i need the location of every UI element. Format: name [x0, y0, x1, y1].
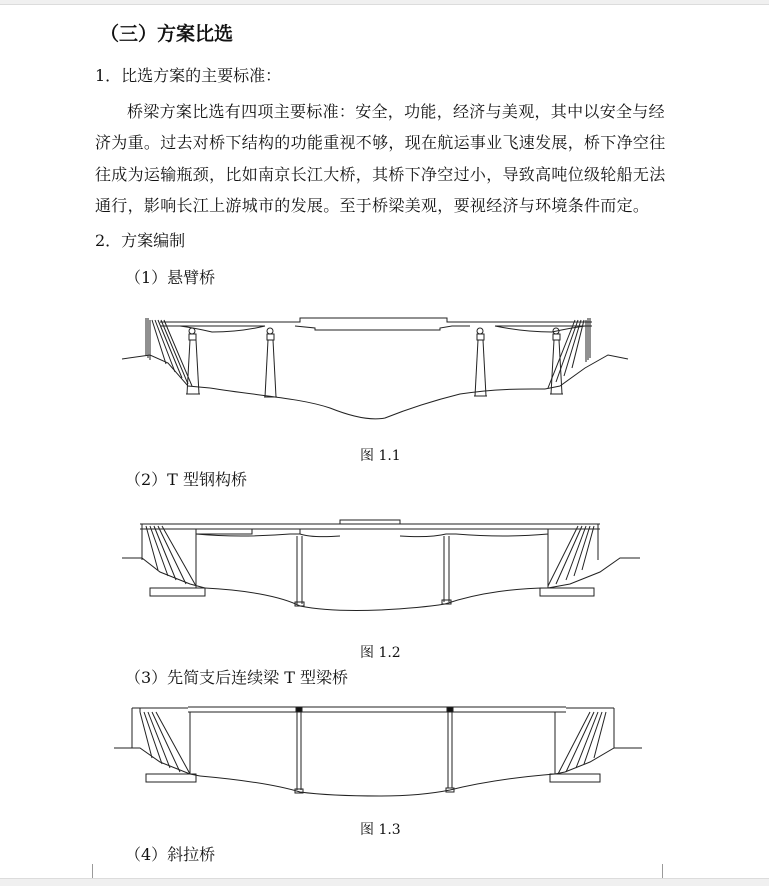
terrain-right-bank — [548, 558, 640, 588]
pier-left-abutment — [186, 328, 200, 394]
cable-fan-left — [142, 524, 196, 586]
cable-fan-left — [146, 318, 192, 386]
cable-fan-left — [132, 708, 190, 774]
pier-right-main — [474, 328, 487, 396]
crop-mark-right — [662, 864, 685, 879]
bridge-deck — [140, 520, 600, 534]
criteria-heading: 1．比选方案的主要标准： — [95, 66, 282, 85]
terrain-right-bank — [555, 748, 642, 774]
figure-1-2-caption: 图 1.2 — [360, 645, 401, 661]
pier-left — [295, 712, 303, 793]
figure-1-1-caption: 图 1.1 — [360, 448, 401, 464]
figure-1-1-cantilever-bridge — [0, 300, 769, 430]
figure-1-3-caption: 图 1.3 — [360, 822, 401, 838]
figure-1-3-continuous-t-beam-bridge — [0, 700, 769, 805]
pier-t-left — [295, 536, 304, 606]
option-4-label: （4）斜拉桥 — [125, 845, 216, 864]
scheme-heading: 2．方案编制 — [95, 231, 186, 250]
abutment-right — [550, 712, 600, 782]
criteria-paragraph — [95, 96, 675, 222]
box-girder-right — [400, 529, 548, 537]
section-title: （三）方案比选 — [100, 23, 234, 45]
pier-right-abutment — [550, 328, 563, 394]
riverbed-profile — [210, 388, 545, 419]
pier-right — [446, 712, 454, 792]
crop-mark-left — [70, 864, 93, 879]
cable-fan-right — [548, 524, 598, 586]
option-3-label: （3）先简支后连续梁 T 型梁桥 — [125, 668, 349, 687]
bridge-deck — [132, 707, 614, 712]
pier-left-main — [264, 328, 277, 397]
abutment-right — [540, 534, 594, 596]
terrain-left-bank — [114, 748, 200, 776]
option-2-label: （2）T 型钢构桥 — [125, 470, 247, 489]
page-top-edge — [0, 0, 769, 5]
riverbed-profile — [200, 774, 555, 796]
bridge-deck — [160, 318, 592, 330]
abutment-left — [150, 534, 205, 596]
riverbed-profile — [205, 588, 548, 611]
cantilever-haunch-left — [180, 326, 265, 332]
pier-t-right — [442, 536, 451, 604]
option-1-label: （1）悬臂桥 — [125, 268, 216, 287]
deck-joints — [296, 707, 453, 712]
criteria-paragraph-text: 桥梁方案比选有四项主要标准：安全，功能，经济与美观，其中以安全与经济为重。过去对桥下结构的功能重视不够，现在航运事业飞速发展，桥下净空往往成为运输瓶颈，比如南京长江大桥，其桥下净空过小，导致高吨位级轮船无法通行，影响长江上游城市的发展。至于桥梁美观，要视经济与环境条件而定。 — [95, 102, 666, 216]
figure-1-2-t-rigid-frame-bridge — [0, 500, 769, 620]
